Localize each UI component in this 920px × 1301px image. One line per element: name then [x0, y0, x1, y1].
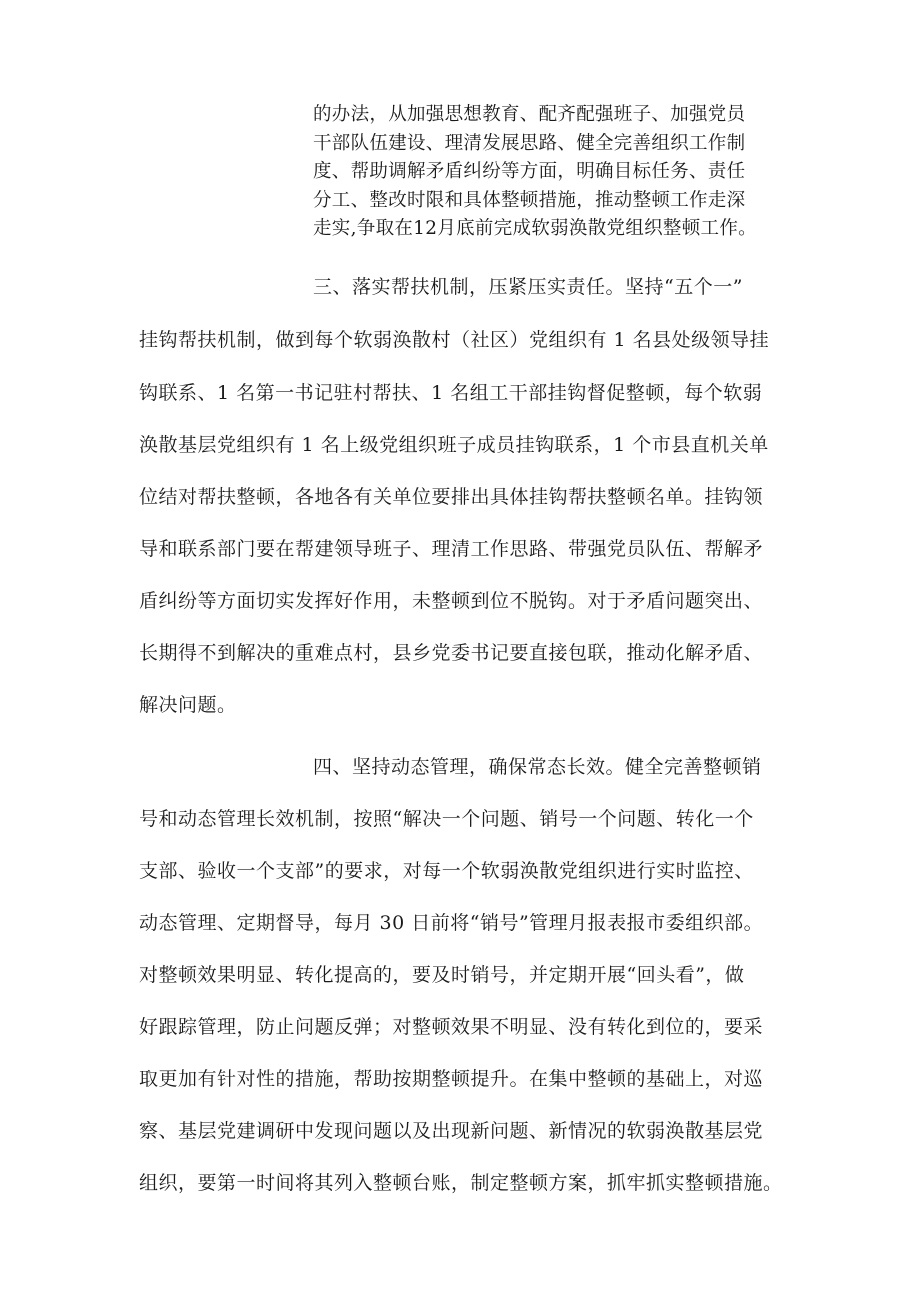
paragraph-line: 察、基层党建调研中发现问题以及出现新问题、新情况的软弱涣散基层党: [139, 1120, 764, 1142]
paragraph-line: 导和联系部门要在帮建领导班子、理清工作思路、带强党员队伍、帮解矛: [139, 538, 764, 560]
paragraph-line: 干部队伍建设、理清发展思路、健全完善组织工作制: [313, 133, 746, 154]
paragraph-line: 取更加有针对性的措施，帮助按期整顿提升。在集中整顿的基础上，对巡: [139, 1068, 764, 1090]
paragraph-line: 分工、整改时限和具体整顿措施，推动整顿工作走深: [313, 190, 746, 211]
paragraph-line: 位结对帮扶整顿，各地各有关单位要排出具体挂钩帮扶整顿名单。挂钩领: [139, 486, 764, 508]
paragraph-line: 度、帮助调解矛盾纠纷等方面，明确目标任务、责任: [313, 161, 746, 182]
paragraph-line: 好跟踪管理，防止问题反弹；对整顿效果不明显、没有转化到位的，要采: [139, 1016, 764, 1038]
paragraph-line: 盾纠纷等方面切实发挥好作用，未整顿到位不脱钩。对于矛盾问题突出、: [139, 590, 764, 612]
paragraph-line: 挂钩帮扶机制，做到每个软弱涣散村（社区）党组织有 1 名县处级领导挂: [139, 329, 770, 351]
paragraph-line: 对整顿效果明显、转化提高的，要及时销号，并定期开展“回头看”，做: [139, 964, 745, 986]
paragraph-line: 动态管理、定期督导，每月 30 日前将“销号”管理月报表报市委组织部。: [139, 912, 764, 934]
paragraph-line: 支部、验收一个支部”的要求，对每一个软弱涣散党组织进行实时监控、: [139, 860, 754, 882]
section-heading-line: 三、落实帮扶机制，压紧压实责任。坚持“五个一”: [313, 276, 743, 298]
paragraph-line: 号和动态管理长效机制，按照“解决一个问题、销号一个问题、转化一个: [139, 808, 754, 830]
paragraph-line: 的办法，从加强思想教育、配齐配强班子、加强党员: [313, 104, 746, 125]
paragraph-line: 涣散基层党组织有 1 名上级党组织班子成员挂钩联系，1 个市县直机关单: [139, 434, 769, 456]
paragraph-line: 长期得不到解决的重难点村，县乡党委书记要直接包联，推动化解矛盾、: [139, 642, 764, 664]
paragraph-line: 走实,争取在12月底前完成软弱涣散党组织整顿工作。: [313, 218, 757, 239]
paragraph-line: 钩联系、1 名第一书记驻村帮扶、1 名组工干部挂钩督促整顿，每个软弱: [139, 382, 763, 404]
paragraph-line: 组织，要第一时间将其列入整顿台账，制定整顿方案，抓牢抓实整顿措施。: [139, 1172, 783, 1194]
section-heading-line: 四、坚持动态管理，确保常态长效。健全完善整顿销: [313, 756, 762, 778]
paragraph-line: 解决问题。: [139, 694, 237, 716]
